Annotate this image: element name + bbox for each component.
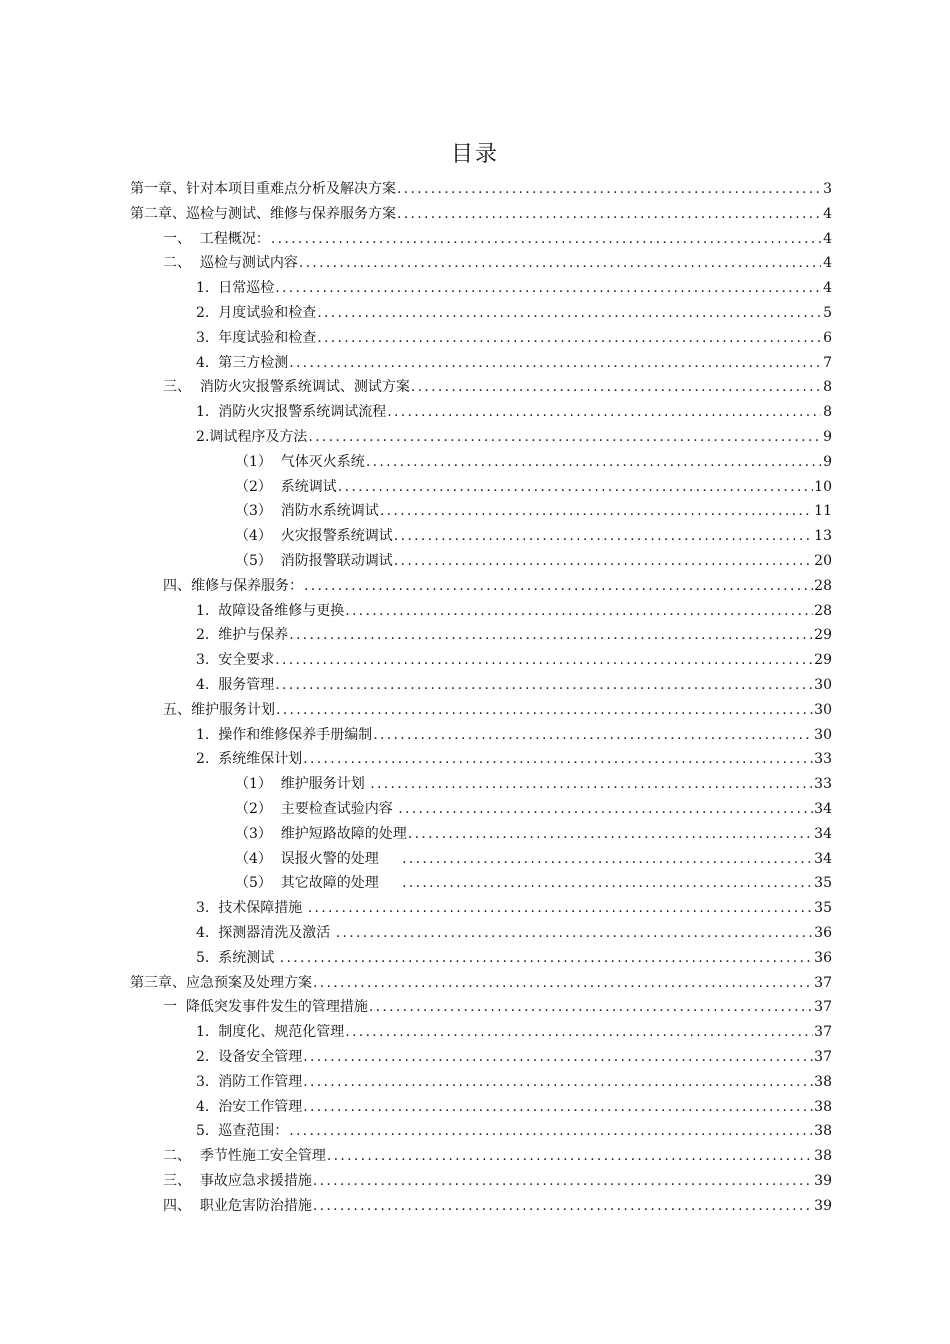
toc-entry-label: （1） 维护服务计划 xyxy=(235,776,370,793)
toc-entry-label: 3. 技术保障措施 xyxy=(196,900,307,917)
toc-entry-label: 第二章、巡检与测试、维修与保养服务方案 xyxy=(130,205,396,222)
toc-leader-dots xyxy=(394,552,813,570)
toc-entry-page: 37 xyxy=(814,1024,832,1041)
toc-entry[interactable] xyxy=(235,546,832,570)
toc-entry-page: 33 xyxy=(814,751,832,768)
toc-entry[interactable] xyxy=(196,596,832,620)
toc-entry-label: 5. 系统测试 xyxy=(196,949,279,966)
toc-entry-page: 35 xyxy=(814,875,832,892)
toc-entry-label: 1. 操作和维修保养手册编制 xyxy=(196,726,373,743)
toc-entry[interactable] xyxy=(196,645,832,669)
toc-entry-label: 3. 年度试验和检查 xyxy=(196,329,317,346)
toc-entry-label: 2.调试程序及方法 xyxy=(196,429,308,445)
toc-entry-page: 37 xyxy=(814,999,832,1016)
toc-entry-page: 20 xyxy=(814,553,832,569)
toc-leader-dots xyxy=(380,502,813,520)
toc-entry-label: （2） 系统调试 xyxy=(235,478,337,495)
toc-entry-label: （4） 火灾报警系统调试 xyxy=(235,528,393,545)
toc-entry-label: 1. 消防火灾报警系统调试流程 xyxy=(196,404,387,421)
toc-entry-page: 39 xyxy=(814,1197,832,1214)
toc-entry-page: 38 xyxy=(814,1148,832,1165)
toc-entry-label: 第一章、针对本项目重难点分析及解决方案 xyxy=(130,181,396,197)
toc-entry[interactable] xyxy=(163,571,832,595)
toc-entry-label: （1） 气体灭火系统 xyxy=(235,453,365,470)
toc-entry-page: 37 xyxy=(814,974,832,991)
toc-leader-dots xyxy=(275,651,813,669)
toc-entry-label: （5） 其它故障的处理 xyxy=(235,875,402,892)
toc-entry-page: 10 xyxy=(814,478,832,495)
toc-entry-label: 3. 安全要求 xyxy=(196,652,275,669)
toc-entry-page: 13 xyxy=(814,528,832,545)
toc-entry[interactable] xyxy=(235,521,832,545)
toc-leader-dots xyxy=(271,230,821,248)
toc-entry[interactable] xyxy=(196,1017,832,1041)
toc-entry-label: 1. 制度化、规范化管理 xyxy=(196,1024,345,1041)
toc-leader-dots xyxy=(397,180,821,198)
toc-leader-dots xyxy=(394,527,813,545)
toc-entry-page: 4 xyxy=(823,280,832,297)
toc-entry[interactable] xyxy=(163,1191,832,1215)
toc-entry-page: 11 xyxy=(814,503,832,520)
toc-entry-page: 29 xyxy=(814,652,832,669)
toc-entry[interactable] xyxy=(196,348,832,372)
toc-entry-label: （3） 消防水系统调试 xyxy=(235,503,379,520)
toc-leader-dots xyxy=(313,1197,813,1215)
toc-entry-label: 5. 巡查范围： xyxy=(196,1123,289,1140)
toc-entry-page: 4 xyxy=(823,255,832,272)
toc-entry-label: 2. 月度试验和检查 xyxy=(196,305,317,321)
toc-leader-dots xyxy=(345,602,813,620)
toc-entry-label: 4. 第三方检测 xyxy=(196,354,289,371)
toc-entry-page: 30 xyxy=(814,677,832,693)
toc-entry-page: 3 xyxy=(823,181,832,197)
toc-entry[interactable] xyxy=(130,174,832,198)
toc-entry-page: 8 xyxy=(823,404,832,421)
toc-entry[interactable] xyxy=(196,744,832,768)
toc-entry[interactable] xyxy=(235,769,832,793)
toc-entry-page: 7 xyxy=(823,354,832,371)
toc-entry[interactable] xyxy=(163,1141,832,1165)
toc-leader-dots xyxy=(338,478,813,496)
toc-entry-label: 第三章、应急预案及处理方案 xyxy=(130,974,312,991)
toc-entry-page: 37 xyxy=(814,1049,832,1065)
toc-entry-page: 35 xyxy=(814,900,832,917)
toc-entry-label: （3） 维护短路故障的处理 xyxy=(235,825,407,842)
toc-entry-page: 38 xyxy=(814,1123,832,1140)
toc-leader-dots xyxy=(317,304,821,322)
toc-leader-dots xyxy=(308,428,821,446)
toc-entry-page: 9 xyxy=(823,453,832,470)
toc-entry[interactable] xyxy=(196,893,832,917)
toc-entry-page: 5 xyxy=(823,305,832,321)
toc-entry-page: 30 xyxy=(814,726,832,743)
toc-entry-label: 四、维修与保养服务： xyxy=(163,577,303,594)
toc-entry-page: 34 xyxy=(814,825,832,842)
toc-entry[interactable] xyxy=(196,670,832,694)
toc-entry-page: 8 xyxy=(823,379,832,396)
toc-entry-label: 2. 设备安全管理 xyxy=(196,1049,303,1065)
toc-entry[interactable] xyxy=(235,844,832,868)
toc-entry-label: 1. 日常巡检 xyxy=(196,280,275,297)
toc-leader-dots xyxy=(313,1172,813,1190)
toc-leader-dots xyxy=(275,279,821,297)
toc-entry-label: 四、 职业危害防治措施 xyxy=(163,1197,312,1214)
toc-entry[interactable] xyxy=(196,720,832,744)
toc-entry[interactable] xyxy=(163,224,832,248)
toc-entry-page: 6 xyxy=(823,329,832,346)
toc-leader-dots xyxy=(280,949,813,967)
toc-entry[interactable] xyxy=(235,794,832,818)
toc-entry-label: 三、 消防火灾报警系统调试、测试方案 xyxy=(163,379,410,396)
toc-entry-page: 30 xyxy=(814,701,832,718)
toc-leader-dots xyxy=(402,874,813,892)
toc-entry-label: 2. 系统维保计划 xyxy=(196,751,303,768)
toc-entry[interactable] xyxy=(163,695,832,719)
toc-entry-label: 三、 事故应急求援措施 xyxy=(163,1173,312,1189)
toc-entry[interactable] xyxy=(130,968,832,992)
toc-entry-label: 五、维护服务计划 xyxy=(163,701,275,718)
toc-entry-label: 二、 季节性施工安全管理 xyxy=(163,1148,326,1165)
toc-entry[interactable] xyxy=(196,273,832,297)
toc-entry-page: 39 xyxy=(814,1173,832,1189)
toc-entry[interactable] xyxy=(235,819,832,843)
toc-leader-dots xyxy=(336,924,813,942)
toc-entry[interactable] xyxy=(196,943,832,967)
toc-entry-page: 4 xyxy=(823,205,832,222)
toc-entry-page: 34 xyxy=(814,850,832,867)
toc-leader-dots xyxy=(370,775,813,793)
toc-entry[interactable] xyxy=(163,992,832,1016)
toc-entry[interactable] xyxy=(196,422,832,446)
toc-leader-dots xyxy=(303,750,813,768)
toc-entry[interactable] xyxy=(196,1092,832,1116)
toc-entry[interactable] xyxy=(196,1042,832,1066)
toc-leader-dots xyxy=(303,1098,813,1116)
toc-leader-dots xyxy=(289,626,813,644)
toc-entry[interactable] xyxy=(196,397,832,421)
toc-leader-dots xyxy=(327,1147,813,1165)
toc-entry-label: 4. 治安工作管理 xyxy=(196,1098,303,1115)
toc-entry-page: 38 xyxy=(814,1098,832,1115)
toc-entry-page: 9 xyxy=(823,429,832,445)
toc-entry-label: 1. 故障设备维修与更换 xyxy=(196,602,345,619)
toc-entry-page: 29 xyxy=(814,627,832,644)
toc-leader-dots xyxy=(289,354,821,372)
toc-entry[interactable] xyxy=(196,918,832,942)
toc-entry[interactable] xyxy=(196,298,832,322)
toc-leader-dots xyxy=(345,1023,813,1041)
toc-entry-page: 36 xyxy=(814,949,832,966)
toc-entry-label: 4. 探测器清洗及激活 xyxy=(196,925,335,941)
toc-entry-label: 一 降低突发事件发生的管理措施 xyxy=(163,999,368,1016)
toc-entry[interactable] xyxy=(163,372,832,396)
toc-entry[interactable] xyxy=(235,447,832,471)
toc-entry-page: 28 xyxy=(814,577,832,594)
toc-entry[interactable] xyxy=(235,868,832,892)
toc-entry-label: （2） 主要检查试验内容 xyxy=(235,801,398,817)
toc-leader-dots xyxy=(317,329,821,347)
toc-entry-page: 34 xyxy=(814,801,832,817)
toc-entry[interactable] xyxy=(196,323,832,347)
toc-entry[interactable] xyxy=(163,1166,832,1190)
toc-leader-dots xyxy=(308,899,813,917)
toc-entry-page: 28 xyxy=(814,602,832,619)
toc-leader-dots xyxy=(373,726,813,744)
toc-leader-dots xyxy=(276,701,813,719)
toc-leader-dots xyxy=(408,825,813,843)
toc-leader-dots xyxy=(304,577,813,595)
toc-leader-dots xyxy=(369,998,813,1016)
toc-entry-label: 3. 消防工作管理 xyxy=(196,1073,303,1090)
toc-entry[interactable] xyxy=(130,199,832,223)
toc-entry-label: （5） 消防报警联动调试 xyxy=(235,553,393,569)
toc-entry-label: 4. 服务管理 xyxy=(196,677,275,693)
toc-entry[interactable] xyxy=(163,248,832,272)
toc-leader-dots xyxy=(313,974,813,992)
toc-entry-label: 一、 工程概况： xyxy=(163,230,270,247)
toc-leader-dots xyxy=(303,1073,813,1091)
toc-leader-dots xyxy=(398,800,813,818)
toc-entry-page: 38 xyxy=(814,1073,832,1090)
toc-entry-page: 4 xyxy=(823,230,832,247)
toc-entry[interactable] xyxy=(196,620,832,644)
toc-leader-dots xyxy=(387,403,821,421)
toc-leader-dots xyxy=(397,205,821,223)
toc-entry[interactable] xyxy=(196,1116,832,1140)
toc-leader-dots xyxy=(366,453,821,471)
toc-leader-dots xyxy=(275,676,813,694)
toc-entry-page: 36 xyxy=(814,925,832,941)
toc-leader-dots xyxy=(299,254,821,272)
toc-leader-dots xyxy=(411,378,821,396)
toc-entry[interactable] xyxy=(235,496,832,520)
toc-entry-label: 二、 巡检与测试内容 xyxy=(163,255,298,272)
toc-entry[interactable] xyxy=(196,1067,832,1091)
toc-leader-dots xyxy=(402,850,813,868)
toc-title: 目录 xyxy=(450,142,499,167)
toc-leader-dots xyxy=(303,1048,813,1066)
toc-leader-dots xyxy=(289,1122,813,1140)
toc-entry-page: 33 xyxy=(814,776,832,793)
toc-entry[interactable] xyxy=(235,472,832,496)
toc-entry-label: （4） 误报火警的处理 xyxy=(235,850,402,867)
toc-entry-label: 2. 维护与保养 xyxy=(196,627,289,644)
